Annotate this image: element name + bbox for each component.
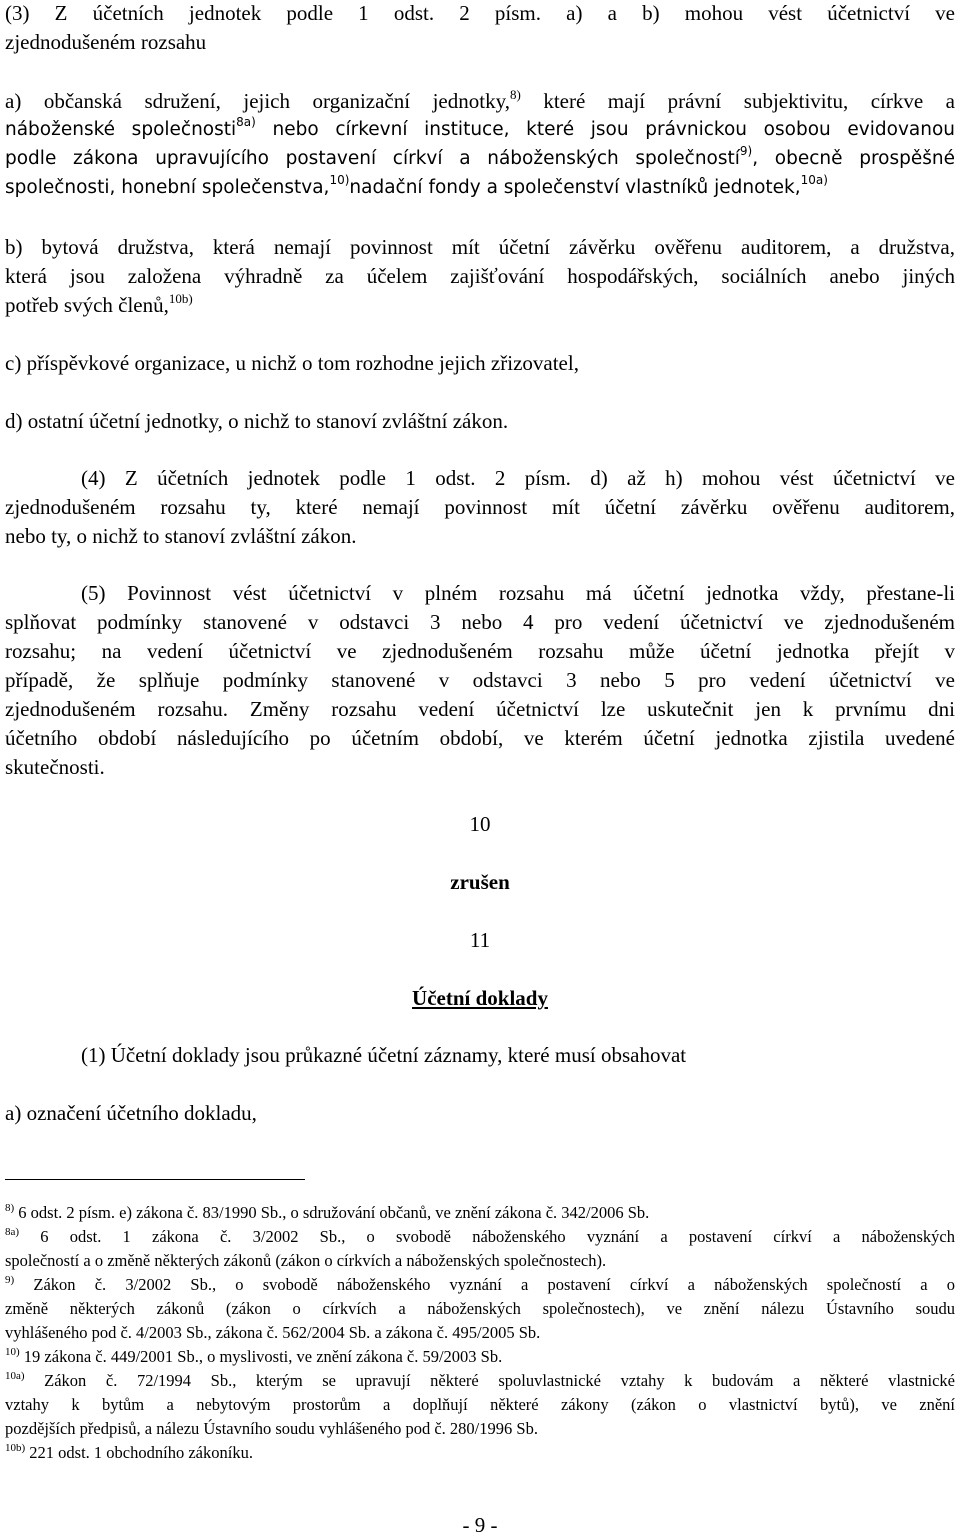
section-10-title: zrušen [450, 870, 510, 894]
footnote-8a-line2: společností a o změně některých zákonů (zákon o církvích a náboženských společnostech). [5, 1251, 607, 1270]
item-b-line3: potřeb svých členů,$^{10b)}$ [5, 291, 193, 317]
para5-line5: zjednodušeném rozsahu. Změny rozsahu vedení účetnictví lze uskutečnit jen k prvnímu dni [5, 697, 955, 721]
section-11-title [0, 985, 960, 1011]
item-a-line1: a) občanská sdružení, jejich organizační jednotky,$^{8)}$ které mají právní subjektivitu, církve a [5, 87, 955, 113]
page-number: - 9 - [462, 1513, 498, 1537]
footnote-10b: $^{10b)}$ 221 odst. 1 obchodního zákoníku. [5, 1442, 253, 1462]
para5-line4: případě, že splňuje podmínky stanovené v odstavci 3 nebo 5 pro vedení účetnictví ve [5, 668, 955, 692]
section-11-title-text: Účetní doklady [412, 986, 548, 1010]
section-11-para1: (1) Účetní doklady jsou průkazné účetní záznamy, které musí obsahovat [81, 1043, 687, 1067]
para4-line2: zjednodušeném rozsahu ty, které nemají povinnost mít účetní závěrku ověřenu auditorem, [5, 495, 955, 519]
footnote-10a-line2: vztahy k bytům a nebytovým prostorům a doplňují některé zákony (zákon o vlastnictví bytů), ve znění [5, 1395, 955, 1414]
footnote-ref-10: 10) [329, 173, 350, 187]
item-a-line4: společnosti, honební společenstva,$^{10)}$nadační fondy a společenství vlastníků jednotek,$^{10a)}$ [5, 173, 828, 198]
footnote-10: $^{10)}$ 19 zákona č. 449/2001 Sb., o myslivosti, ve znění zákona č. 59/2003 Sb. [5, 1346, 503, 1366]
footnote-10a-line3: pozdějších předpisů, a nálezu Ústavního soudu vyhlášeného pod č. 280/1996 Sb. [5, 1419, 538, 1438]
para3-line1: (3) Z účetních jednotek podle 1 odst. 2 písm. a) a b) mohou vést účetnictví ve [5, 1, 955, 25]
para3-line2: zjednodušeném rozsahu [5, 30, 207, 54]
para5-line2: splňovat podmínky stanovené v odstavci 3 nebo 4 pro vedení účetnictví ve zjednodušeném [5, 610, 955, 634]
footnote-10a-line1: $^{10a)}$ Zákon č. 72/1994 Sb., kterým se upravují některé spoluvlastnické vztahy k budovám a některé vlastnické [5, 1370, 955, 1390]
footnote-separator [5, 1179, 305, 1180]
section-10-number: 10 [469, 812, 491, 836]
para5-line6: účetního období následujícího po účetním období, ve kterém účetní jednotka zjistila uvedené [5, 726, 955, 750]
footnote-9-line3: vyhlášeného pod č. 4/2003 Sb., zákona č. 562/2004 Sb. a zákona č. 495/2005 Sb. [5, 1323, 541, 1342]
item-b-line2: která jsou založena výhradně za účelem zajišťování hospodářských, sociálních anebo jiných [5, 264, 955, 288]
para5-line7: skutečnosti. [5, 755, 105, 779]
item-a-line3: podle zákona upravujícího postavení církví a náboženských společností$^{9)}$, obecně prospěšné [5, 144, 956, 169]
footnote-9-line2: změně některých zákonů (zákon o církvích a náboženských společnostech), ve znění nálezu Ústavního soudu [5, 1299, 955, 1318]
footnote-ref-10b: 10b) [168, 291, 193, 306]
para5-line3: rozsahu; na vedení účetnictví ve zjednodušeném rozsahu může účetní jednotka přejít v [5, 639, 955, 663]
item-c: c) příspěvkové organizace, u nichž o tom rozhodne jejich zřizovatel, [5, 351, 579, 375]
section-11-item-a: a) označení účetního dokladu, [5, 1101, 257, 1125]
item-b-line1: b) bytová družstva, která nemají povinnost mít účetní závěrku ověřenu auditorem, a družstva, [5, 235, 955, 259]
footnote-8a-line1: $^{8a)}$ 6 odst. 1 zákona č. 3/2002 Sb., o svobodě náboženského vyznání a postavení církví a náboženských [5, 1226, 955, 1246]
footnote-ref-8: 8) [509, 87, 521, 102]
footnote-8: $^{8)}$ 6 odst. 2 písm. e) zákona č. 83/1990 Sb., o sdružování občanů, ve znění zákona č. 342/2006 Sb. [5, 1202, 650, 1222]
footnote-9-line1: $^{9)}$ Zákon č. 3/2002 Sb., o svobodě náboženského vyznání a postavení církví a náboženských společností a o [5, 1274, 955, 1294]
para4-line3: nebo ty, o nichž to stanoví zvláštní zákon. [5, 524, 357, 548]
footnote-ref-8a: 8a) [236, 115, 256, 129]
footnote-ref-9: 9) [739, 144, 753, 158]
para4-line1: (4) Z účetních jednotek podle 1 odst. 2 písm. d) až h) mohou vést účetnictví ve [81, 466, 955, 490]
section-11-number: 11 [469, 928, 491, 952]
item-d: d) ostatní účetní jednotky, o nichž to stanoví zvláštní zákon. [5, 409, 509, 433]
item-a-line2: náboženské společnosti$^{8a)}$ nebo církevní instituce, které jsou právnickou osobou evidovanou [5, 115, 955, 140]
footnote-ref-10a: 10a) [800, 173, 828, 187]
para5-line1: (5) Povinnost vést účetnictví v plném rozsahu má účetní jednotka vždy, přestane-li [81, 581, 955, 605]
